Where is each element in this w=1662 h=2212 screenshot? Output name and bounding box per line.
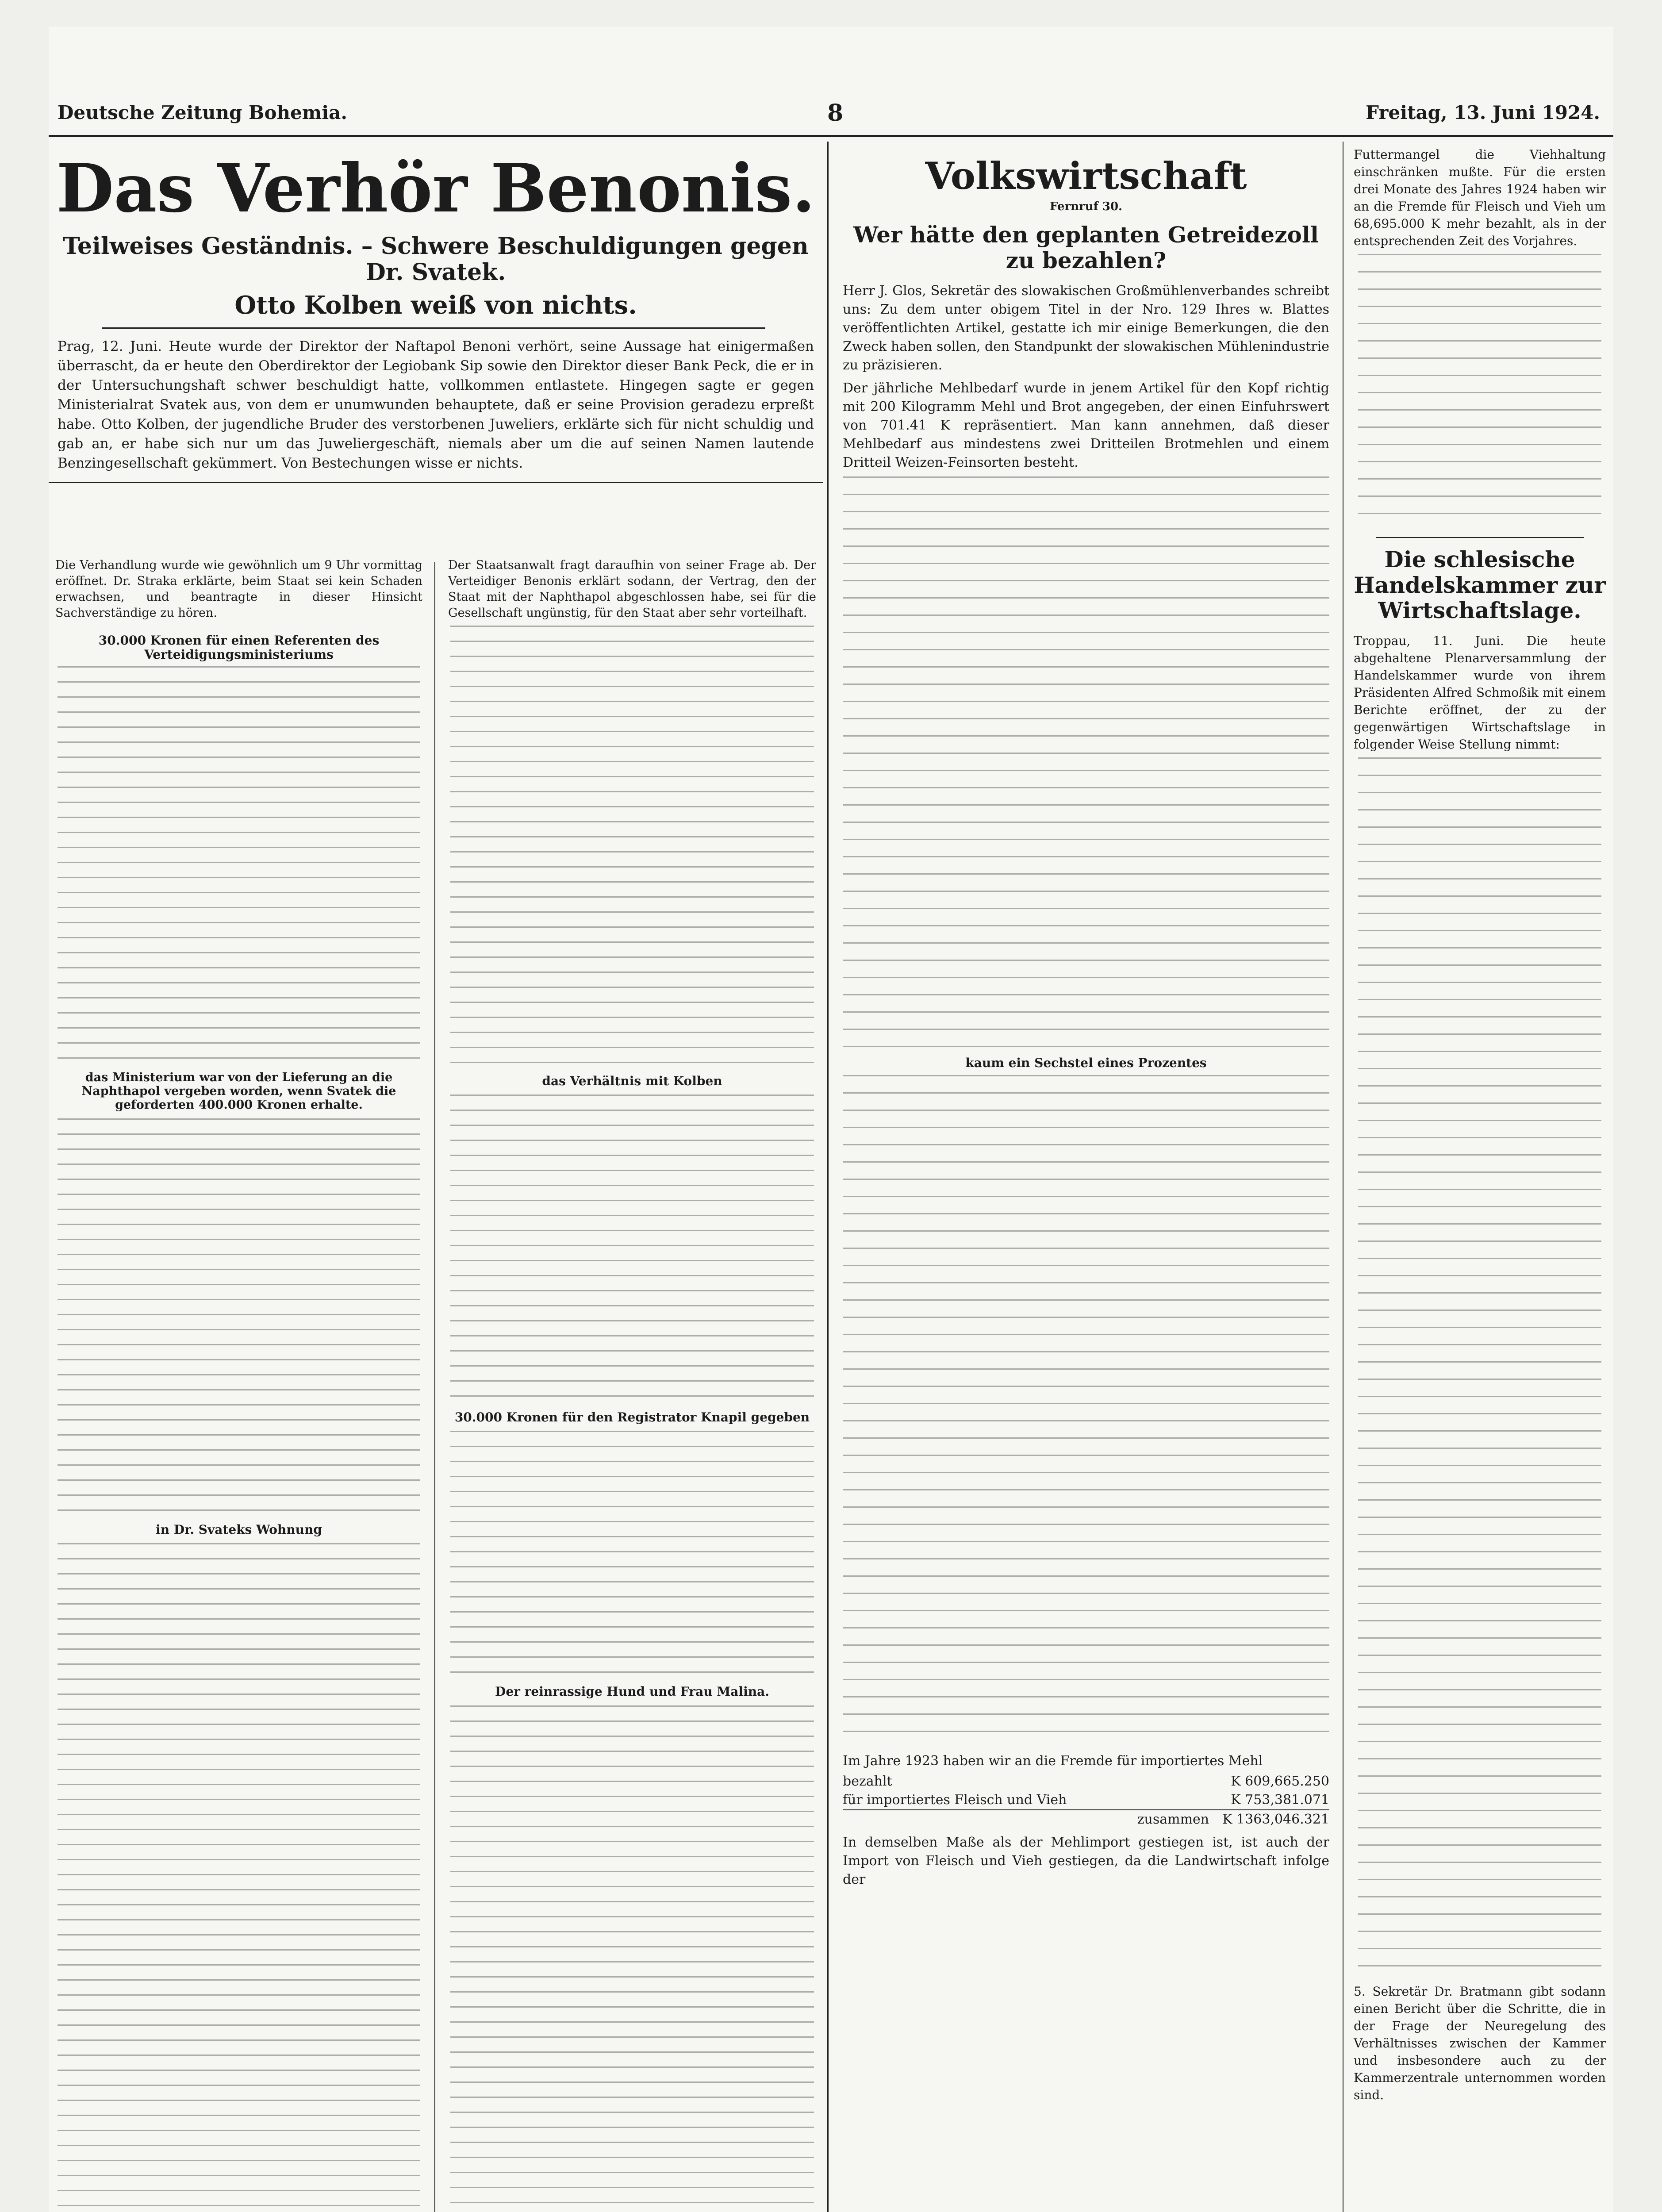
subhead: das Ministerium war von der Lieferung an die Naphthapol vergeben worden, wenn Svatek die geforderten 400.000 Kronen erhalte.	[81, 1071, 396, 1112]
article-title: Die schlesische Handelskammer zur Wirtschaftslage.	[1354, 546, 1606, 623]
article-intro: Herr J. Glos, Sekretär des slowakischen Großmühlenverbandes schreibt uns: Zu dem unter obigem Titel in der Nro. 129 Ihres w. Blattes veröffentlichten Artikel, gestatte ich mir einige Bemerkungen, die den Zweck haben sollen, den Standpunkt der slowakischen Mühlenindustrie zu präzisieren.	[843, 283, 1329, 373]
text-block	[450, 1431, 814, 1678]
column-divider	[827, 142, 829, 2212]
continued-text: Futtermangel die Viehhaltung einschränken mußte. Für die ersten drei Monate des Jahres 1924 haben wir an die Fremde für Fleisch und Vieh um 68,695.000 K mehr bezahlt, als in der entsprechenden Zeit des Vorjahres.	[1354, 147, 1606, 248]
lead-rule	[49, 482, 823, 483]
subhead: Der reinrassige Hund und Frau Malina.	[495, 1684, 769, 1699]
subhead: kaum ein Sechstel eines Prozentes	[965, 1056, 1207, 1071]
newspaper-page	[49, 27, 1613, 2212]
article-title: Wer hätte den geplanten Getreidezoll zu bezahlen?	[853, 222, 1319, 273]
article-subtitle-2: Otto Kolben weiß von nichts.	[234, 291, 637, 320]
page-number: 8	[827, 100, 844, 127]
table-row	[843, 1810, 1329, 1829]
article-title: Das Verhör Benonis.	[56, 150, 815, 227]
text-block	[843, 1075, 1329, 1747]
benoni-article	[49, 146, 823, 2212]
masthead-rule	[49, 135, 1613, 137]
masthead	[49, 93, 1613, 133]
text-block	[450, 1705, 814, 2212]
paper-name: Deutsche Zeitung Bohemia.	[58, 102, 347, 123]
text-block	[450, 1094, 814, 1404]
table-row	[843, 1791, 1329, 1810]
volkswirtschaft-column	[834, 146, 1338, 2212]
article-lead: Prag, 12. Juni. Heute wurde der Direktor der Naftapol Benoni verhört, seine Aussage hat einigermaßen überrascht, da er heute den Oberdirektor der Legiobank Sip sowie den Direktor dieser Bank Peck, die er in der Untersuchungshaft schwer beschuldigt hatte, vollkommen entlastete. Hingegen sagte er gegen Ministerialrat Svatek aus, von dem er unumwunden behauptete, daß er seine Provision geradezu erpreßt habe. Otto Kolben, der jugendliche Bruder des verstorbenen Juweliers, erklärte sich für nicht schuldig und gab an, er habe sich nur um das Juweliergeschäft, niemals aber um die auf seinen Namen lautende Benzingesellschaft gekümmert. Von Bestechungen wisse er nichts.	[58, 338, 814, 472]
text-block	[1358, 757, 1601, 1978]
subhead: 30.000 Kronen für einen Referenten des Verteidigungsministeriums	[98, 633, 380, 662]
text-block	[58, 1118, 420, 1517]
row-label: für importiertes Fleisch und Vieh	[843, 1792, 1067, 1808]
row-value: K 609,665.250	[1231, 1773, 1329, 1789]
text-block	[58, 1543, 420, 2212]
text-block	[1358, 254, 1601, 528]
article-rule	[1376, 537, 1584, 538]
issue-date: Freitag, 13. Juni 1924.	[1366, 102, 1600, 123]
text-block	[843, 476, 1329, 1052]
subhead: in Dr. Svateks Wohnung	[156, 1522, 322, 1537]
benoni-subcolumn-1	[49, 557, 429, 2212]
section-phone: Fernruf 30.	[1049, 200, 1123, 213]
article-subtitle: Teilweises Geständnis. – Schwere Beschuldigungen gegen Dr. Svatek.	[63, 232, 809, 286]
benoni-subcolumn-2	[441, 557, 823, 2212]
subcol2-para: Der Staatsanwalt fragt daraufhin von seiner Frage ab. Der Verteidiger Benonis erklärt sodann, der Vertrag, den der Staat mit der Naphthapol abgeschlossen habe, sei für die Gesellschaft ungünstig, für den Staat aber sehr vorteilhaft.	[448, 558, 816, 620]
section-title: Volkswirtschaft	[925, 154, 1247, 198]
row-value: K 753,381.071	[1231, 1792, 1329, 1808]
row-label: bezahlt	[843, 1773, 892, 1789]
subhead: das Verhältnis mit Kolben	[542, 1074, 722, 1088]
text-block	[58, 666, 420, 1064]
import-table	[843, 1772, 1329, 1829]
article-closing: In demselben Maße als der Mehlimport gestiegen ist, ist auch der Import von Fleisch und Vieh gestiegen, da die Landwirtschaft infolge der	[843, 1834, 1329, 1887]
table-intro: Im Jahre 1923 haben wir an die Fremde für importiertes Mehl	[843, 1753, 1263, 1769]
row-label: zusammen	[1137, 1811, 1209, 1827]
subhead: 30.000 Kronen für den Registrator Knapil gegeben	[454, 1410, 810, 1425]
article-lead: Troppau, 11. Juni. Die heute abgehaltene Plenarversammlung der Handelskammer wurde von ihrem Präsidenten Alfred Schmoßik mit einem Berichte eröffnet, der zu der gegenwärtigen Wirtschaftslage in folgender Weise Stellung nimmt:	[1354, 633, 1606, 752]
article-end: 5. Sekretär Dr. Bratmann gibt sodann einen Bericht über die Schritte, die in der Frage der Neuregelung des Verhältnisses zwischen der Kammer und insbesondere auch zu der Kammerzentrale unternommen worden sind.	[1354, 1984, 1606, 2102]
subcolumn-divider	[434, 562, 435, 2212]
row-value: K 1363,046.321	[1222, 1811, 1329, 1827]
article-para: Der jährliche Mehlbedarf wurde in jenem Artikel für den Kopf richtig mit 200 Kilogramm Mehl und Brot angegeben, der einen Einfuhrswert von 701.41 K repräsentiert. Man kann annehmen, daß dieser Mehlbedarf aus mindestens zwei Dritteilen Brotmehlen und einem Dritteil Weizen-Feinsorten besteht.	[843, 380, 1329, 471]
table-row	[843, 1772, 1329, 1791]
title-rule	[102, 327, 765, 329]
subcol1-para: Die Verhandlung wurde wie gewöhnlich um 9 Uhr vormittag eröffnet. Dr. Straka erklärte, beim Staat sei kein Schaden erwachsen, und beantragte in dieser Hinsicht Sachverständige zu hören.	[55, 558, 422, 620]
right-column	[1349, 146, 1610, 2212]
text-block	[450, 626, 814, 1068]
